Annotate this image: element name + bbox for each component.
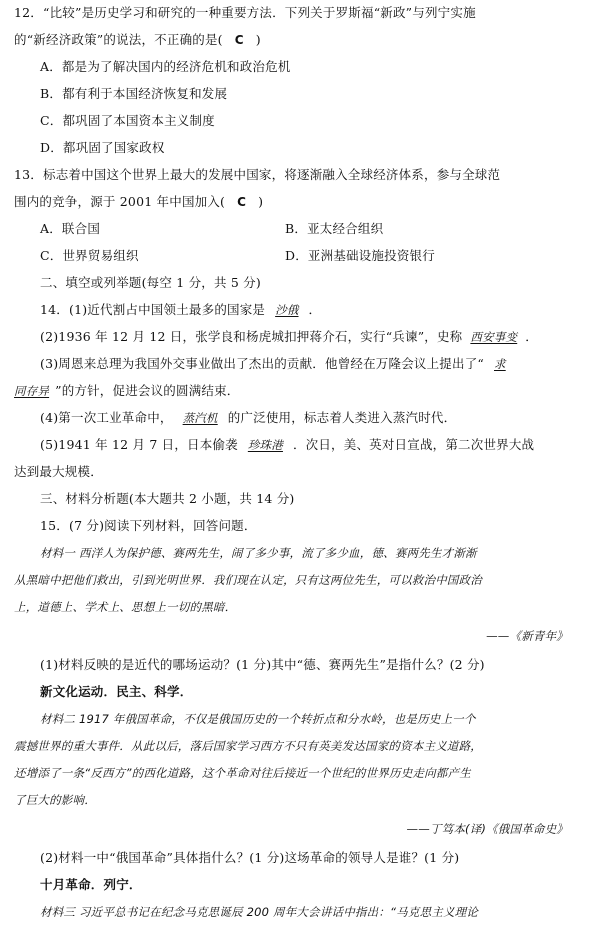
q13-stem-line2 [14,193,574,211]
q15-material2-source: ——丁笃本(译)《俄国革命史》 [406,822,568,836]
q12-answer: C [234,33,244,47]
q15-material1-source: ——《新青年》 [486,629,568,643]
q14-part3-answer-a: 求 [494,357,506,371]
q14-part5-line1 [40,436,574,454]
q13-stem-text: 围内的竞争，源于 2001 年中国加入( [14,194,226,209]
q14-part2-text: (2)1936 年 12 月 12 日，张学良和杨虎城扣押蒋介石，实行“兵谏”，史称 [40,329,463,344]
q15-material2-line3: 还增添了一条“反西方”的西化道路，这个革命对往后接近一个世纪的世界历史走向都产生 [14,766,471,780]
q13-answer: C [237,195,247,209]
q13-stem-line1: 13．标志着中国这个世界上最大的发展中国家，将逐渐融入全球经济体系，参与全球范 [14,167,501,182]
q14-part5-answer: 珍珠港 [247,438,283,452]
q14-part1-text: 14．(1)近代割占中国领土最多的国家是 [40,302,266,317]
q14-part4-text: (4)第一次工业革命中， [40,410,173,425]
q12-stem-line1: 12．“比较”是历史学习和研究的一种重要方法．下列关于罗斯福“新政”与列宁实施 [14,5,476,20]
q14-part4-answer: 蒸汽机 [182,411,218,425]
q14-part1 [40,301,574,319]
q14-part3-end: ”的方针，促进会议的圆满结束． [55,383,240,398]
q14-part3-line2 [14,382,574,400]
q13-option-a: A．联合国 [40,221,101,236]
q15-material1-line1: 材料一 西洋人为保护德、赛两先生，闹了多少事，流了多少血，德、赛两先生才渐渐 [40,546,477,560]
q12-stem-text: 的“新经济政策”的说法，不正确的是( [14,32,223,47]
q14-part5-end: ．次日，美、英对日宣战，第二次世界大战 [292,437,535,452]
q15-material3-line1: 材料三 习近平总书记在纪念马克思诞辰 200 周年大会讲话中指出：“马克思主义理论 [40,905,479,919]
q14-part2 [40,328,574,346]
q12-option-b: B．都有利于本国经济恢复和发展 [40,86,228,101]
section3-title: 三、材料分析题(本大题共 2 小题，共 14 分) [40,491,295,506]
q14-part3-answer-b: 同存异 [14,384,50,398]
q15-material2-line2: 震撼世界的重大事件．从此以后，落后国家学习西方不只有英美发达国家的资本主义道路， [14,739,482,753]
q13-stem-close: ) [258,194,264,209]
q12-option-a: A．都是为了解决国内的经济危机和政治危机 [40,59,291,74]
q12-stem-line2 [14,31,574,49]
q14-part3-text: (3)周恩来总理为我国外交事业做出了杰出的贡献．他曾经在万隆会议上提出了“ [40,356,484,371]
q15-material2-line1: 材料二 1917 年俄国革命，不仅是俄国历史的一个转折点和分水岭，也是历史上一个 [40,712,476,726]
q14-part5-line2: 达到最大规模． [14,464,103,479]
q14-part4 [40,409,574,427]
q14-part4-end: 的广泛使用，标志着人类进入蒸汽时代． [227,410,457,425]
q14-part1-answer: 沙俄 [275,303,299,317]
q13-option-c: C．世界贸易组织 [40,248,139,263]
q14-part5-text: (5)1941 年 12 月 7 日，日本偷袭 [40,437,238,452]
q15-material1-line3: 上，道德上、学术上、思想上一切的黑暗． [14,600,237,614]
q12-option-d: D．都巩固了国家政权 [40,140,165,155]
q13-option-b: B．亚太经合组织 [285,221,384,236]
q12-stem-close: ) [255,32,261,47]
q12-option-c: C．都巩固了本国资本主义制度 [40,113,215,128]
q13-option-d: D．亚洲基础设施投资银行 [285,248,435,263]
q15-material2-line4: 了巨大的影响． [14,793,96,807]
section2-title: 二、填空或列举题(每空 1 分，共 5 分) [40,275,261,290]
q15-subquestion2: (2)材料一中“俄国革命”具体指什么？(1 分)这场革命的领导人是谁？(1 分) [40,850,460,865]
q14-part2-answer: 西安事变 [470,330,518,344]
q15-answer1: 新文化运动．民主、科学． [40,684,193,699]
q15-material1-line2: 从黑暗中把他们救出，引到光明世界．我们现在认定，只有这两位先生，可以救治中国政治 [14,573,482,587]
q14-part2-end: ． [525,329,538,344]
q15-answer2: 十月革命．列宁． [40,877,142,892]
q14-part3-line1 [40,355,574,373]
q14-part1-end: ． [308,302,322,317]
q15-stem: 15．(7 分)阅读下列材料，回答问题． [40,518,257,533]
q15-subquestion1: (1)材料反映的是近代的哪场运动？(1 分)其中“德、赛两先生”是指什么？(2 分) [40,657,485,672]
